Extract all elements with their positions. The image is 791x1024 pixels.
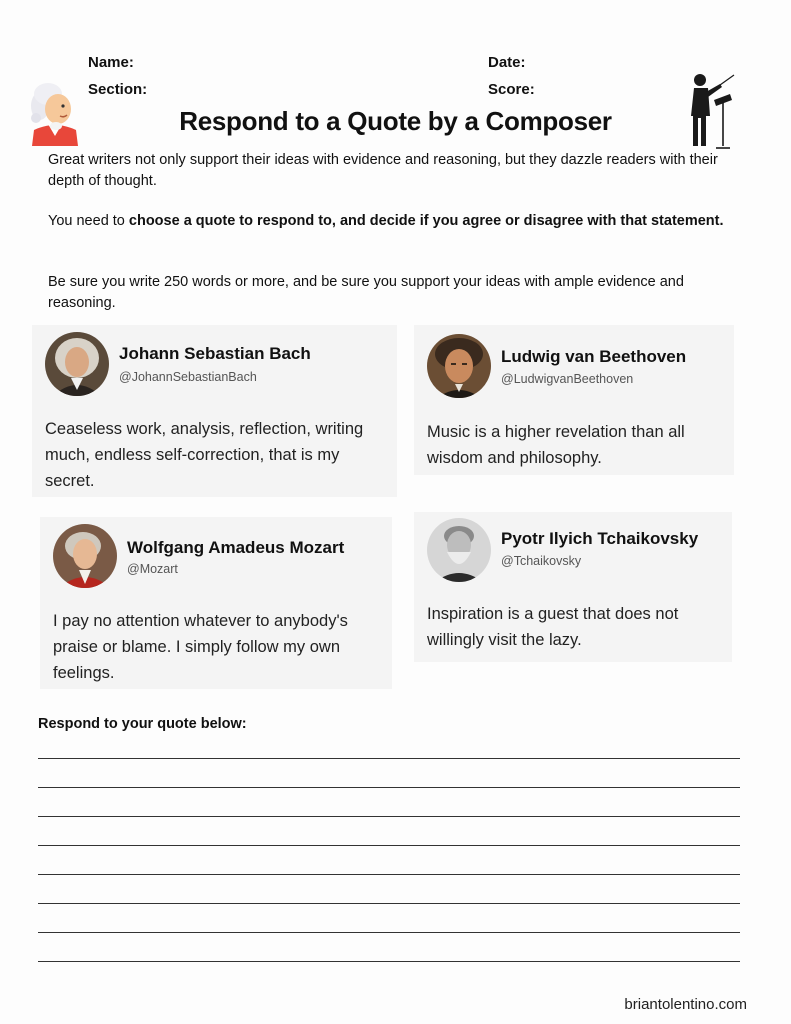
- mozart-portrait-icon: [53, 524, 117, 588]
- avatar-tchaikovsky: [427, 518, 491, 582]
- instructions-p2: [48, 211, 748, 232]
- quote-text-beethoven: Music is a higher revelation than all wisdom and philosophy.: [427, 423, 685, 467]
- writing-line[interactable]: [38, 787, 740, 788]
- composer-handle-beethoven: @LudwigvanBeethoven: [501, 372, 634, 386]
- name-label: Name:: [88, 54, 134, 71]
- page-title: Respond to a Quote by a Composer: [179, 106, 612, 136]
- date-label: Date:: [488, 54, 526, 71]
- quote-card-bach: [32, 325, 397, 497]
- tchaikovsky-portrait-icon: [427, 518, 491, 582]
- quote-card-tchaikovsky: [414, 512, 732, 662]
- composer-name-bach: Johann Sebastian Bach: [119, 344, 311, 363]
- footer-site: briantolentino.com: [624, 996, 747, 1013]
- avatar-bach: [45, 332, 109, 396]
- quote-text-mozart: I pay no attention whatever to anybody's praise or blame. I simply follow my own feelings.: [53, 612, 348, 682]
- composer-name-beethoven: Ludwig van Beethoven: [501, 347, 687, 366]
- score-label: Score:: [488, 81, 535, 98]
- writing-line[interactable]: [38, 816, 740, 817]
- writing-line[interactable]: [38, 903, 740, 904]
- quote-text-bach: Ceaseless work, analysis, reflection, writing much, endless self-correction, that is my secret.: [45, 420, 364, 490]
- composer-handle-mozart: @Mozart: [127, 562, 178, 576]
- section-label: Section:: [88, 81, 148, 98]
- composer-name-tchaikovsky: Pyotr Ilyich Tchaikovsky: [501, 529, 699, 548]
- quote-card-beethoven: [414, 325, 734, 475]
- avatar-mozart: [53, 524, 117, 588]
- writing-line[interactable]: [38, 961, 740, 962]
- writing-line[interactable]: [38, 758, 740, 759]
- quote-card-mozart: [40, 517, 392, 689]
- respond-label: Respond to your quote below:: [38, 716, 247, 732]
- composer-name-mozart: Wolfgang Amadeus Mozart: [127, 538, 345, 557]
- composer-handle-tchaikovsky: @Tchaikovsky: [501, 554, 582, 568]
- bach-portrait-icon: [45, 332, 109, 396]
- instructions-p1: Great writers not only support their ideas with evidence and reasoning, but they dazzle readers with their depth of thought.: [48, 152, 718, 189]
- writing-line[interactable]: [38, 874, 740, 875]
- instructions-p3: Be sure you write 250 words or more, and be sure you support your ideas with ample evidence and reasoning.: [48, 274, 684, 311]
- avatar-beethoven: [427, 334, 491, 398]
- instructions-p2-bold: choose a quote to respond to, and decide if you agree or disagree with that statement.: [128, 213, 724, 229]
- composer-handle-bach: @JohannSebastianBach: [119, 370, 257, 384]
- writing-line[interactable]: [38, 845, 740, 846]
- quote-text-tchaikovsky: Inspiration is a guest that does not willingly visit the lazy.: [427, 605, 679, 649]
- writing-line[interactable]: [38, 932, 740, 933]
- beethoven-portrait-icon: [427, 334, 491, 398]
- instructions-p2-pre: You need to: [48, 213, 129, 229]
